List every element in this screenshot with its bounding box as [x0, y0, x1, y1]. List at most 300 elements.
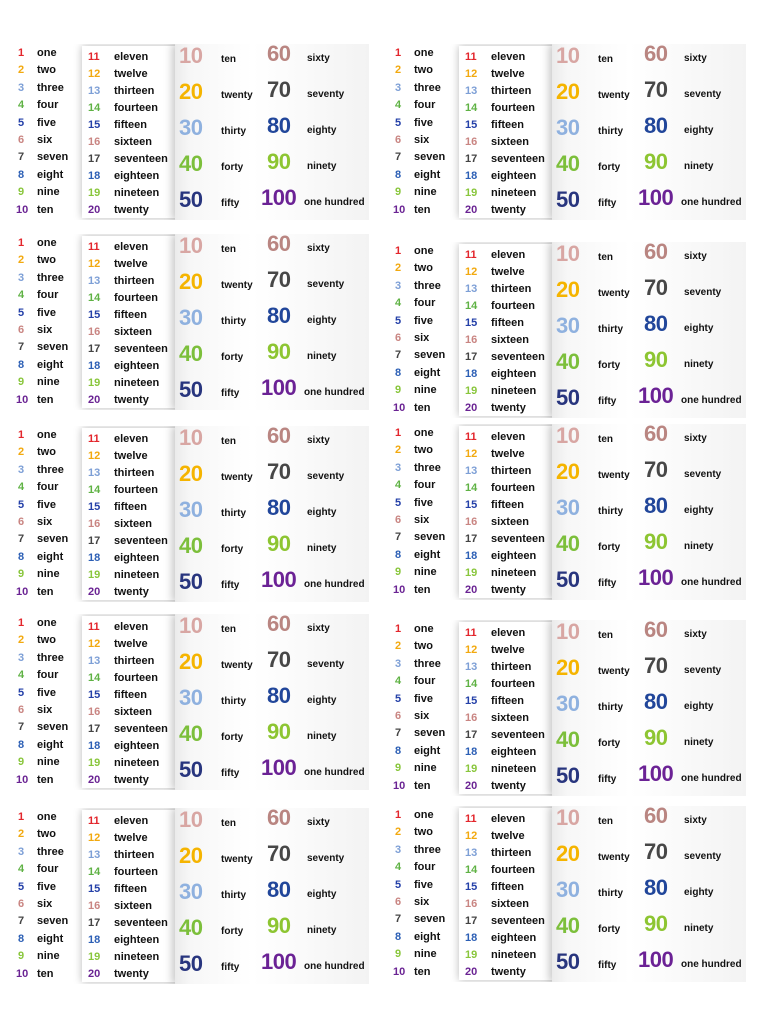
number-row: [12, 44, 92, 62]
number-digit: 100: [261, 949, 297, 974]
number-digit: 18: [465, 550, 478, 562]
number-digit: 1: [395, 427, 402, 439]
number-row: [12, 201, 92, 219]
number-word: eleven: [491, 431, 526, 443]
number-row: [459, 348, 559, 366]
number-row: [12, 496, 92, 514]
number-word: forty: [221, 926, 244, 937]
number-digit: 30: [556, 115, 580, 140]
number-row: [389, 528, 469, 546]
number-row: [459, 760, 559, 778]
number-digit: 11: [465, 627, 477, 639]
number-word: one hundred: [304, 579, 365, 590]
number-word: sixty: [684, 433, 707, 444]
number-digit: 19: [88, 757, 101, 769]
number-word: ten: [598, 252, 613, 263]
number-word: sixty: [684, 53, 707, 64]
number-digit: 80: [644, 689, 668, 714]
number-word: two: [414, 826, 433, 839]
number-word: nine: [414, 948, 437, 961]
number-word: thirty: [598, 506, 623, 517]
number-row: [82, 323, 182, 341]
ones-column: [12, 234, 92, 410]
number-row: [82, 737, 182, 755]
number-digit: 18: [465, 368, 478, 380]
number-digit: 7: [18, 915, 25, 928]
number-word: twelve: [114, 832, 148, 844]
number-word: three: [37, 651, 64, 664]
number-word: one hundred: [304, 197, 365, 208]
number-digit: 60: [644, 44, 668, 66]
number-digit: 11: [465, 249, 477, 261]
number-row: [459, 963, 559, 981]
number-row: [459, 827, 559, 845]
number-digit: 15: [465, 119, 478, 131]
number-digit: 30: [556, 877, 580, 902]
number-row: [389, 494, 469, 512]
number-word: sixteen: [491, 712, 529, 724]
number-word: twenty: [491, 402, 526, 414]
number-word: nine: [414, 186, 437, 199]
number-digit: 10: [393, 583, 406, 596]
number-digit: 70: [644, 275, 668, 300]
number-card: [389, 44, 746, 220]
number-row: [459, 399, 559, 417]
number-word: twenty: [491, 204, 526, 216]
number-digit: 3: [395, 461, 402, 474]
number-digit: 13: [88, 849, 101, 861]
ones-column: [12, 44, 92, 220]
number-digit: 1: [18, 617, 25, 629]
number-word: sixty: [307, 243, 330, 254]
number-word: five: [37, 880, 56, 893]
number-row: [389, 399, 469, 417]
number-row: [459, 65, 559, 83]
number-digit: 90: [644, 529, 668, 554]
number-digit: 70: [267, 267, 291, 292]
number-digit: 17: [88, 343, 101, 355]
number-digit: 15: [465, 499, 478, 511]
number-word: two: [37, 634, 56, 647]
number-digit: 12: [465, 266, 478, 278]
number-row: [389, 876, 469, 894]
number-row: [459, 331, 559, 349]
number-digit: 17: [465, 729, 478, 741]
number-card: [389, 806, 746, 982]
number-card: [12, 614, 369, 790]
number-row: [12, 183, 92, 201]
number-word: nine: [37, 186, 60, 199]
number-word: twenty: [598, 288, 630, 299]
number-digit: 4: [395, 479, 402, 492]
number-digit: 80: [644, 493, 668, 518]
number-word: twelve: [114, 450, 148, 462]
number-word: nine: [37, 568, 60, 581]
number-row: [82, 238, 182, 256]
number-word: twenty: [114, 204, 149, 216]
number-row: [82, 272, 182, 290]
number-row: [459, 861, 559, 879]
tens-panel: [552, 242, 746, 418]
number-word: eight: [37, 932, 64, 945]
number-row: [459, 547, 559, 565]
number-word: forty: [598, 924, 621, 935]
number-word: eighteen: [114, 170, 160, 182]
number-word: nineteen: [114, 757, 160, 769]
number-row: [389, 364, 469, 382]
number-word: fifteen: [114, 119, 147, 131]
number-word: fifteen: [114, 309, 147, 321]
number-word: twelve: [114, 68, 148, 80]
number-word: thirteen: [114, 849, 155, 861]
number-row: [12, 461, 92, 479]
number-digit: 17: [465, 351, 478, 363]
number-word: five: [414, 878, 433, 891]
number-digit: 40: [556, 349, 580, 374]
number-word: three: [414, 657, 441, 670]
number-word: ten: [221, 624, 236, 635]
number-word: seventeen: [491, 729, 545, 741]
number-digit: 50: [556, 385, 580, 410]
number-word: nine: [414, 762, 437, 775]
number-digit: 19: [88, 377, 101, 389]
number-word: one: [414, 47, 434, 59]
number-digit: 16: [465, 516, 478, 528]
number-word: fifteen: [491, 317, 524, 329]
number-digit: 16: [465, 898, 478, 910]
number-word: two: [37, 446, 56, 459]
number-row: [389, 928, 469, 946]
number-row: [389, 424, 469, 442]
number-digit: 40: [179, 341, 203, 366]
number-digit: 2: [18, 254, 25, 267]
number-digit: 10: [556, 424, 580, 448]
number-word: twelve: [491, 68, 525, 80]
number-word: one hundred: [681, 577, 742, 588]
number-row: [389, 690, 469, 708]
number-row: [389, 131, 469, 149]
number-row: [12, 718, 92, 736]
number-word: two: [414, 444, 433, 457]
number-row: [82, 754, 182, 772]
number-row: [82, 133, 182, 151]
number-digit: 4: [395, 99, 402, 112]
number-word: eleven: [114, 621, 149, 633]
number-digit: 13: [465, 85, 478, 97]
number-word: one: [37, 811, 57, 823]
number-word: eight: [414, 744, 441, 757]
number-row: [82, 99, 182, 117]
number-digit: 14: [88, 484, 101, 496]
number-row: [82, 65, 182, 83]
number-row: [12, 304, 92, 322]
number-word: nine: [37, 376, 60, 389]
number-word: seven: [37, 341, 69, 354]
number-word: fifteen: [491, 499, 524, 511]
tens-panel: [552, 620, 746, 796]
number-word: three: [37, 81, 64, 94]
number-digit: 8: [18, 358, 25, 371]
number-digit: 11: [88, 621, 100, 633]
number-word: twelve: [491, 266, 525, 278]
number-row: [459, 246, 559, 264]
number-word: eighteen: [491, 170, 537, 182]
number-digit: 15: [465, 317, 478, 329]
number-row: [12, 114, 92, 132]
number-row: [82, 583, 182, 601]
number-row: [12, 61, 92, 79]
number-word: seventy: [684, 665, 722, 676]
number-digit: 80: [644, 311, 668, 336]
number-digit: 16: [88, 326, 101, 338]
number-digit: 14: [465, 864, 478, 876]
number-row: [459, 895, 559, 913]
number-digit: 2: [395, 64, 402, 77]
number-row: [12, 947, 92, 965]
number-row: [12, 808, 92, 826]
number-row: [389, 963, 469, 981]
number-word: fifteen: [491, 695, 524, 707]
number-row: [389, 910, 469, 928]
number-digit: 70: [644, 839, 668, 864]
number-word: ten: [37, 585, 54, 598]
number-row: [82, 184, 182, 202]
number-row: [459, 946, 559, 964]
number-digit: 1: [395, 623, 402, 635]
number-digit: 13: [465, 661, 478, 673]
number-digit: 18: [465, 746, 478, 758]
number-row: [459, 365, 559, 383]
number-word: seven: [414, 913, 446, 926]
number-digit: 20: [556, 655, 580, 680]
number-word: ninety: [684, 923, 714, 934]
number-row: [459, 530, 559, 548]
number-digit: 20: [465, 402, 478, 414]
number-word: ninety: [684, 359, 714, 370]
number-row: [12, 548, 92, 566]
number-digit: 19: [465, 385, 478, 397]
number-digit: 17: [88, 723, 101, 735]
number-word: nineteen: [114, 569, 160, 581]
number-row: [12, 443, 92, 461]
number-word: five: [414, 116, 433, 129]
number-word: ninety: [307, 543, 337, 554]
number-digit: 40: [556, 727, 580, 752]
number-digit: 10: [556, 242, 580, 266]
number-word: seventy: [684, 89, 722, 100]
number-word: six: [414, 514, 430, 526]
number-word: sixteen: [491, 898, 529, 910]
number-row: [389, 459, 469, 477]
number-digit: 9: [395, 762, 402, 775]
number-row: [459, 581, 559, 599]
number-row: [12, 426, 92, 444]
number-digit: 13: [88, 275, 101, 287]
number-word: seventeen: [491, 351, 545, 363]
number-row: [82, 374, 182, 392]
number-word: ninety: [307, 731, 337, 742]
number-word: forty: [221, 352, 244, 363]
number-digit: 20: [179, 269, 203, 294]
number-row: [389, 201, 469, 219]
number-word: thirteen: [114, 275, 155, 287]
number-word: thirty: [221, 890, 246, 901]
number-word: fourteen: [491, 482, 535, 494]
number-word: one: [37, 429, 57, 441]
number-word: thirty: [598, 888, 623, 899]
number-digit: 10: [179, 234, 203, 258]
number-word: twenty: [114, 586, 149, 598]
number-digit: 9: [395, 186, 402, 199]
number-row: [82, 897, 182, 915]
number-digit: 90: [267, 149, 291, 174]
number-word: fourteen: [114, 866, 158, 878]
number-word: eighty: [307, 125, 337, 136]
number-digit: 13: [465, 283, 478, 295]
number-digit: 9: [18, 376, 25, 389]
number-digit: 8: [395, 930, 402, 943]
number-digit: 9: [395, 384, 402, 397]
number-digit: 30: [179, 115, 203, 140]
number-row: [82, 914, 182, 932]
number-digit: 3: [18, 271, 25, 284]
number-word: ten: [414, 583, 431, 596]
number-digit: 14: [465, 482, 478, 494]
number-digit: 15: [465, 881, 478, 893]
number-digit: 18: [465, 170, 478, 182]
number-row: [12, 530, 92, 548]
number-digit: 10: [393, 401, 406, 414]
number-row: [12, 912, 92, 930]
number-digit: 50: [556, 567, 580, 592]
ones-column: [12, 808, 92, 984]
number-digit: 2: [18, 828, 25, 841]
number-digit: 3: [395, 843, 402, 856]
number-row: [389, 806, 469, 824]
number-word: ten: [37, 773, 54, 786]
number-row: [82, 515, 182, 533]
number-word: nineteen: [114, 951, 160, 963]
number-row: [12, 614, 92, 632]
number-digit: 2: [395, 640, 402, 653]
number-row: [82, 391, 182, 409]
number-word: seventeen: [114, 343, 168, 355]
number-row: [82, 447, 182, 465]
number-word: ten: [598, 816, 613, 827]
number-digit: 10: [393, 965, 406, 978]
number-word: seventy: [684, 851, 722, 862]
number-row: [82, 863, 182, 881]
number-digit: 30: [179, 497, 203, 522]
number-word: thirteen: [491, 847, 532, 859]
number-digit: 5: [18, 686, 25, 699]
number-row: [459, 743, 559, 761]
number-digit: 80: [644, 875, 668, 900]
number-digit: 50: [179, 757, 203, 782]
number-word: six: [414, 134, 430, 146]
number-digit: 16: [88, 518, 101, 530]
number-digit: 20: [179, 461, 203, 486]
number-digit: 9: [18, 756, 25, 769]
number-digit: 40: [179, 721, 203, 746]
number-digit: 12: [88, 258, 101, 270]
number-row: [389, 183, 469, 201]
number-digit: 100: [261, 185, 297, 210]
number-row: [459, 844, 559, 862]
number-row: [459, 201, 559, 219]
number-digit: 90: [644, 347, 668, 372]
number-word: thirty: [221, 126, 246, 137]
number-word: ninety: [684, 161, 714, 172]
number-digit: 4: [395, 675, 402, 688]
number-digit: 8: [18, 168, 25, 181]
number-digit: 19: [88, 187, 101, 199]
number-row: [82, 430, 182, 448]
number-row: [459, 150, 559, 168]
number-word: eight: [414, 366, 441, 379]
number-row: [82, 931, 182, 949]
number-word: nineteen: [491, 949, 537, 961]
number-word: eighty: [307, 507, 337, 518]
number-word: one hundred: [681, 959, 742, 970]
number-row: [82, 652, 182, 670]
number-word: three: [37, 271, 64, 284]
number-row: [82, 880, 182, 898]
number-digit: 4: [18, 863, 25, 876]
number-row: [12, 356, 92, 374]
number-word: sixteen: [114, 326, 152, 338]
number-word: eighteen: [114, 934, 160, 946]
number-digit: 60: [644, 806, 668, 828]
number-digit: 12: [88, 68, 101, 80]
number-word: seven: [37, 721, 69, 734]
number-row: [389, 166, 469, 184]
number-word: fourteen: [114, 672, 158, 684]
number-digit: 40: [556, 151, 580, 176]
number-digit: 3: [18, 845, 25, 858]
number-digit: 18: [465, 932, 478, 944]
number-card: [389, 242, 746, 418]
number-digit: 6: [395, 514, 402, 526]
teens-column: [82, 428, 182, 600]
number-word: twenty: [598, 666, 630, 677]
number-digit: 4: [18, 99, 25, 112]
number-row: [389, 114, 469, 132]
number-word: one hundred: [681, 395, 742, 406]
number-digit: 60: [644, 620, 668, 642]
number-digit: 90: [267, 339, 291, 364]
number-row: [459, 82, 559, 100]
number-word: five: [414, 692, 433, 705]
number-row: [389, 563, 469, 581]
number-digit: 13: [88, 467, 101, 479]
number-word: sixteen: [491, 516, 529, 528]
number-word: eighteen: [491, 368, 537, 380]
number-row: [459, 675, 559, 693]
number-word: four: [414, 675, 436, 688]
number-word: eleven: [491, 51, 526, 63]
number-row: [459, 133, 559, 151]
number-word: seven: [37, 533, 69, 546]
number-word: eight: [414, 930, 441, 943]
number-digit: 12: [465, 830, 478, 842]
number-word: twenty: [114, 394, 149, 406]
number-word: seventeen: [114, 153, 168, 165]
number-digit: 10: [16, 773, 29, 786]
teens-column: [82, 616, 182, 788]
number-digit: 8: [395, 366, 402, 379]
number-digit: 12: [465, 448, 478, 460]
